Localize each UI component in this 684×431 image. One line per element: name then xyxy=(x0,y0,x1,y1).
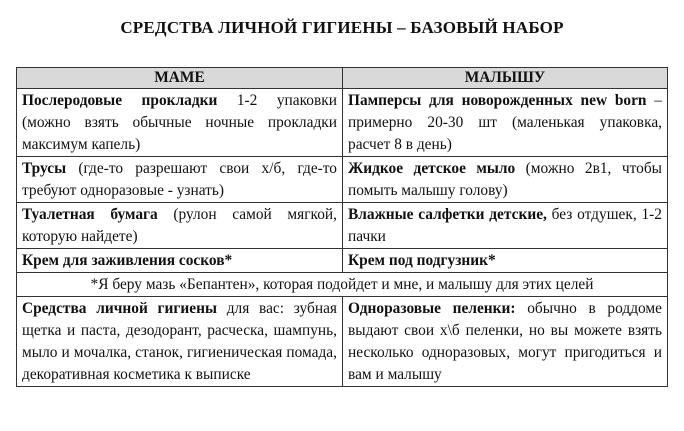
document-title: СРЕДСТВА ЛИЧНОЙ ГИГИЕНЫ – БАЗОВЫЙ НАБОР xyxy=(120,18,564,37)
header-baby: МАЛЫШУ xyxy=(343,68,668,89)
item-name: Трусы xyxy=(22,160,67,177)
table-row xyxy=(17,157,668,203)
mom-cell xyxy=(17,249,343,273)
item-details: – примерно 20-30 шт (маленькая упаковка, расчет 8 в день) xyxy=(348,92,662,153)
hygiene-table xyxy=(16,67,668,387)
baby-cell xyxy=(343,89,668,157)
item-details: (где-то разрешают свои х/б, где-то требуют одноразовые - узнать) xyxy=(22,160,337,199)
item-details: (рулон самой мягкой, которую найдете) xyxy=(22,206,337,245)
item-name: Крем для заживления сосков* xyxy=(22,252,233,269)
mom-cell xyxy=(17,203,343,249)
item-name: Одноразовые пеленки: xyxy=(348,300,516,317)
mom-cell xyxy=(17,157,343,203)
table-header-row xyxy=(17,68,668,89)
item-details: 1-2 упаковки (можно взять обычные ночные прокладки максимум капель) xyxy=(22,92,337,153)
item-name: Влажные салфетки детские, xyxy=(348,206,547,223)
baby-cell xyxy=(343,157,668,203)
item-details: без отдушек, 1-2 пачки xyxy=(348,206,662,245)
table-row xyxy=(17,203,668,249)
note-row xyxy=(17,273,668,297)
item-name: Жидкое детское мыло xyxy=(348,160,516,177)
table-row xyxy=(17,297,668,387)
header-mom: МАМЕ xyxy=(17,68,343,89)
item-name: Послеродовые прокладки xyxy=(22,92,218,109)
baby-cell xyxy=(343,203,668,249)
baby-cell xyxy=(343,249,668,273)
item-name: Средства личной гигиены xyxy=(22,300,217,317)
baby-cell xyxy=(343,297,668,387)
item-details: обычно в роддоме выдают свои х\б пеленки, но вы можете взять несколько одноразовых, могут пригодиться и вам и малышу xyxy=(348,300,662,383)
item-name: Памперсы для новорожденных new born xyxy=(348,92,647,109)
item-name: Туалетная бумага xyxy=(22,206,158,223)
table-row xyxy=(17,89,668,157)
item-details: для вас: зубная щетка и паста, дезодорант, расческа, шампунь, мыло и мочалка, станок, гигиеническая помада, декоративная косметика к выписке xyxy=(22,300,337,383)
table-row xyxy=(17,249,668,273)
footnote: *Я беру мазь «Бепантен», которая подойдет и мне, и малышу для этих целей xyxy=(17,273,668,297)
item-details: (можно 2в1, чтобы помыть малышу голову) xyxy=(348,160,662,199)
mom-cell xyxy=(17,297,343,387)
mom-cell xyxy=(17,89,343,157)
item-name: Крем под подгузник* xyxy=(348,252,496,269)
